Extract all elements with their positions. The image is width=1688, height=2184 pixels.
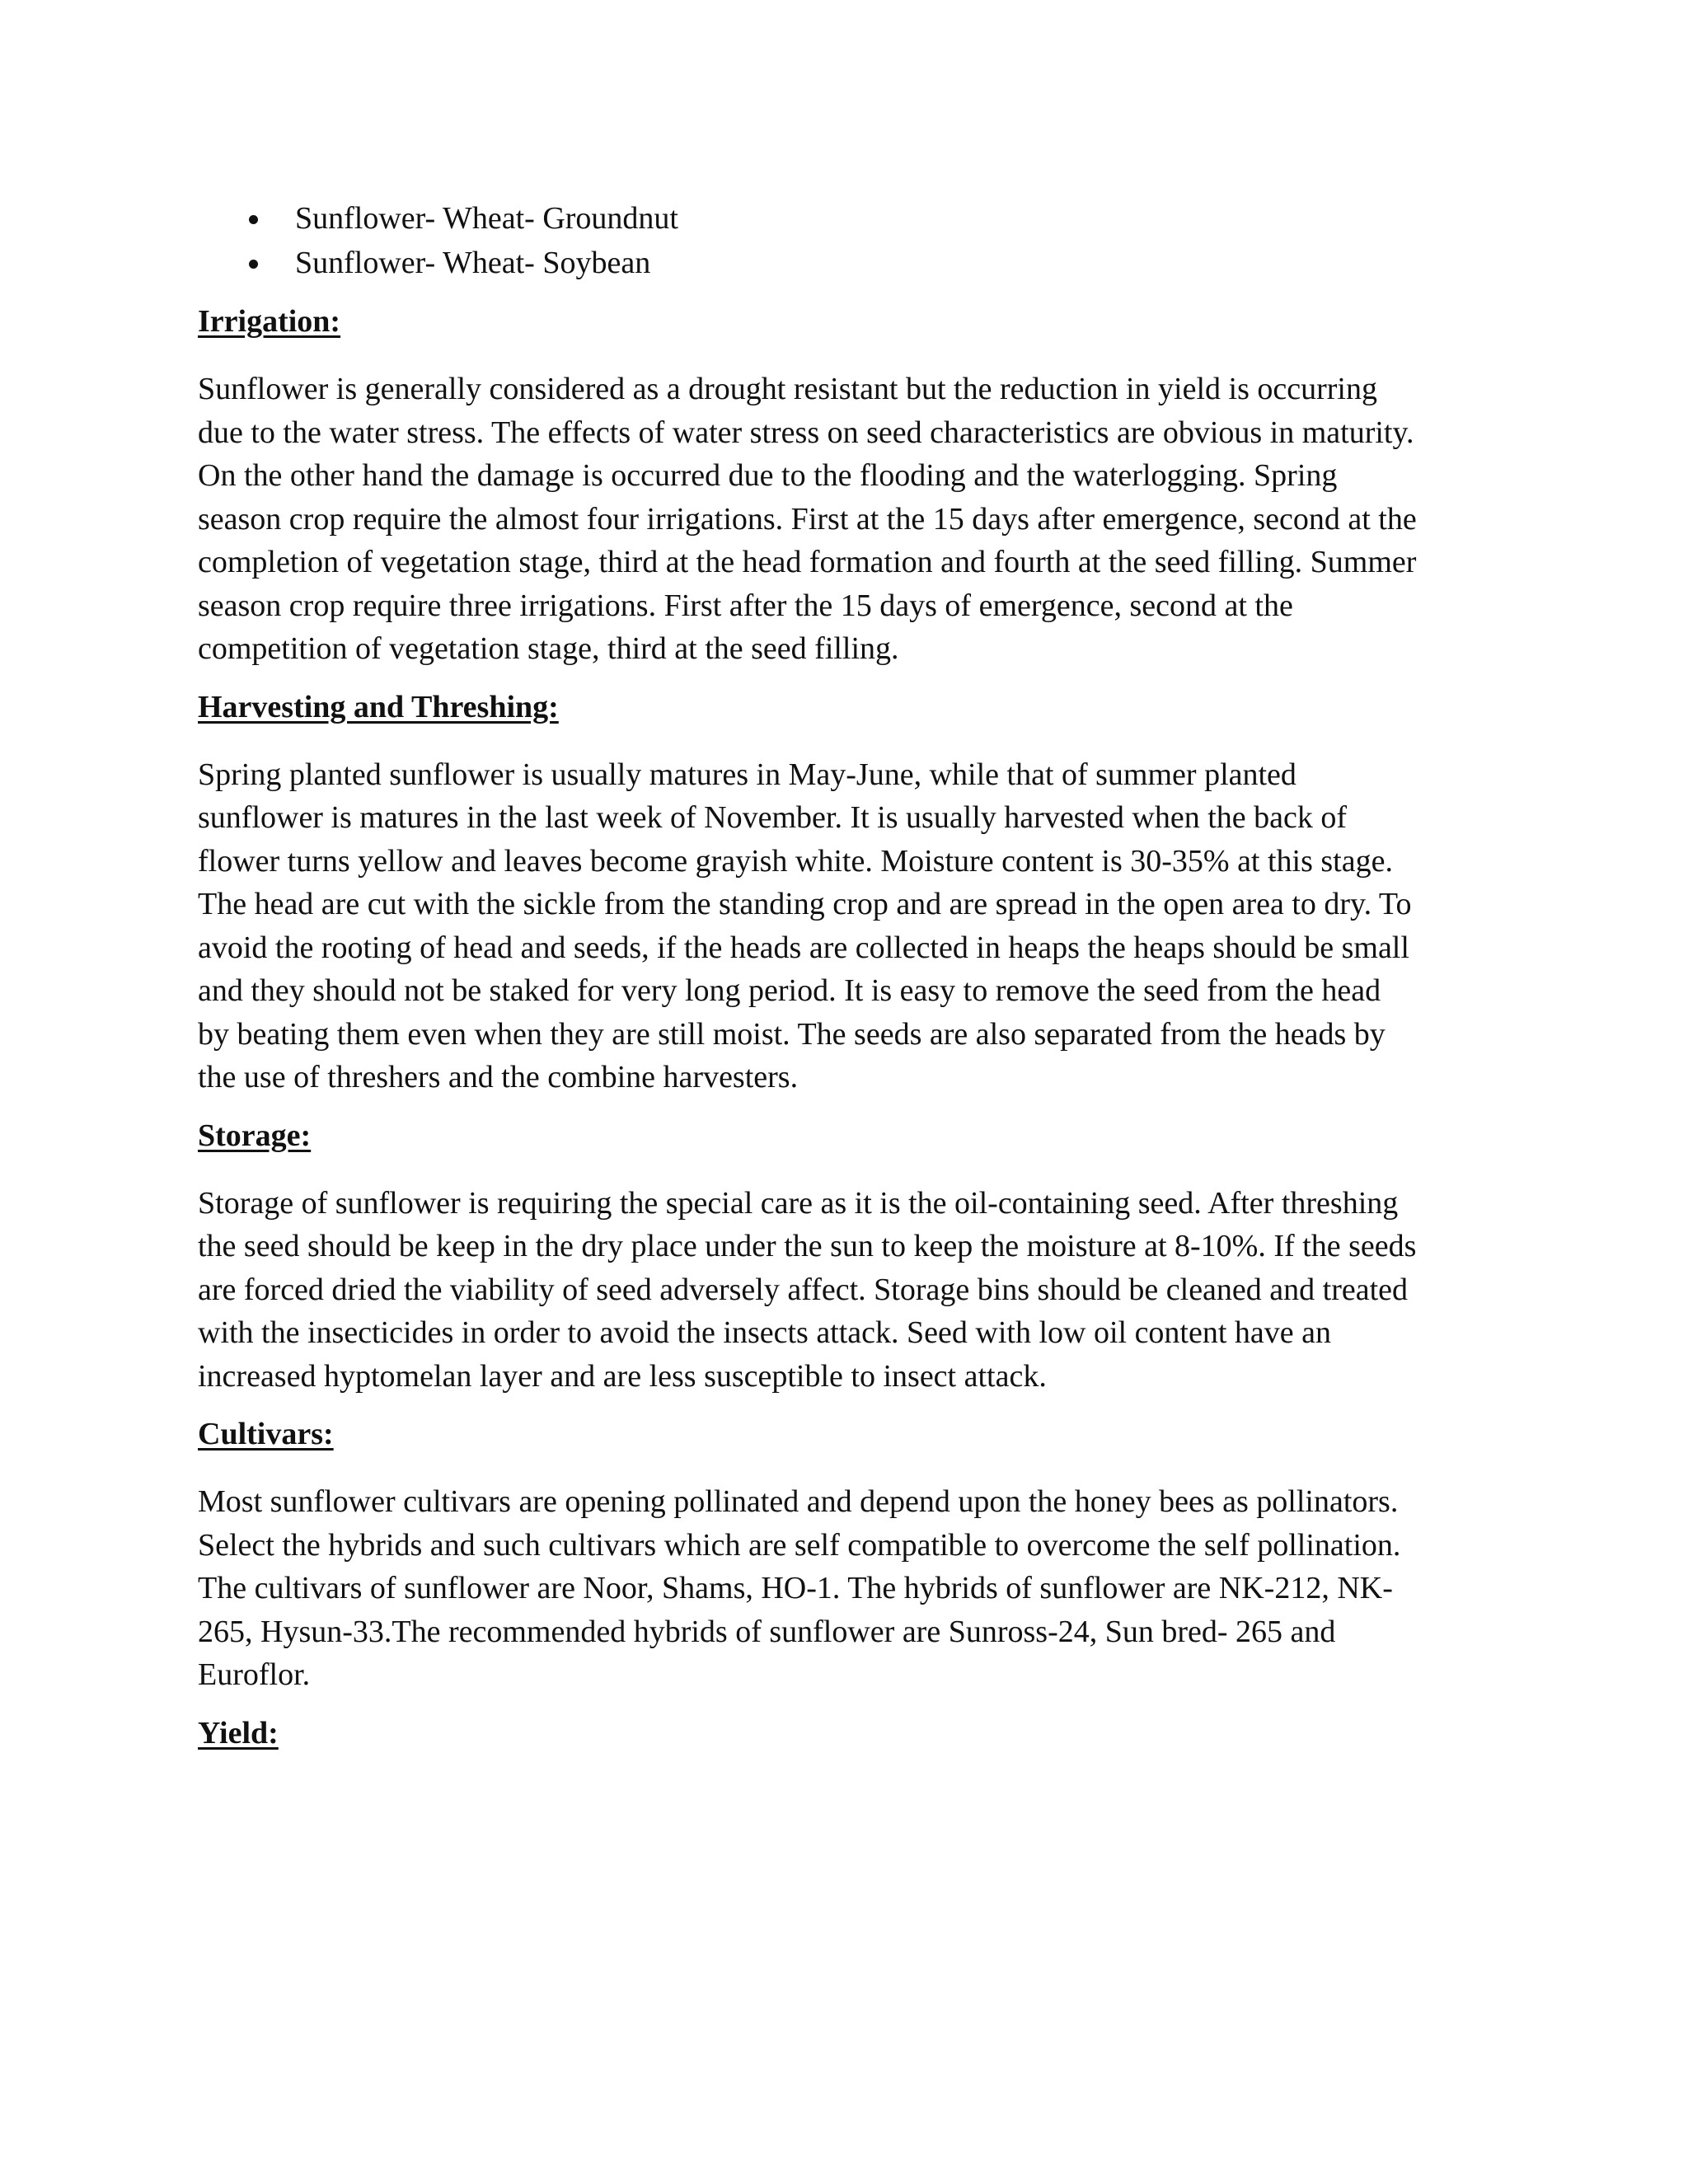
text-line: season crop require three irrigations. First after the 15 days of emergence, second at the: [198, 588, 1293, 623]
text-line: flower turns yellow and leaves become grayish white. Moisture content is 30-35% at this stage.: [198, 843, 1393, 879]
section-heading-harvesting: Harvesting and Threshing:: [198, 689, 559, 724]
text-line: Storage of sunflower is requiring the special care as it is the oil-containing seed. After threshing: [198, 1185, 1399, 1221]
paragraph-storage: [198, 1182, 1500, 1399]
section-heading-cultivars: Cultivars:: [198, 1417, 334, 1451]
text-line: avoid the rooting of head and seeds, if the heads are collected in heaps the heaps should be small: [198, 930, 1409, 965]
bullet-icon: [249, 215, 258, 224]
paragraph-irrigation: [198, 368, 1500, 671]
text-line: 265, Hysun-33.The recommended hybrids of sunflower are Sunross-24, Sun bred- 265 and: [198, 1614, 1336, 1649]
text-line: Most sunflower cultivars are opening pollinated and depend upon the honey bees as pollinators.: [198, 1484, 1399, 1519]
text-line: and they should not be staked for very long period. It is easy to remove the seed from the head: [198, 973, 1381, 1008]
text-line: with the insecticides in order to avoid the insects attack. Seed with low oil content have an: [198, 1315, 1332, 1350]
text-line: Euroflor.: [198, 1657, 311, 1692]
text-line: are forced dried the viability of seed adversely affect. Storage bins should be cleaned and treated: [198, 1272, 1409, 1307]
bullet-icon: [249, 260, 258, 269]
text-line: season crop require the almost four irrigations. First at the 15 days after emergence, second at the: [198, 501, 1417, 537]
text-line: the use of threshers and the combine harvesters.: [198, 1060, 799, 1094]
text-line: Select the hybrids and such cultivars which are self compatible to overcome the self pollination.: [198, 1527, 1401, 1563]
text-line: sunflower is matures in the last week of November. It is usually harvested when the back of: [198, 800, 1348, 835]
text-line: by beating them even when they are still moist. The seeds are also separated from the heads by: [198, 1016, 1386, 1052]
text-line: completion of vegetation stage, third at the head formation and fourth at the seed filling. Summer: [198, 545, 1417, 579]
section-heading-irrigation: Irrigation:: [198, 304, 341, 339]
text-line: Spring planted sunflower is usually matures in May-June, while that of summer planted: [198, 757, 1296, 792]
section-heading-yield: Yield:: [198, 1715, 279, 1750]
paragraph-cultivars: [198, 1480, 1500, 1697]
list-item: [198, 241, 1500, 285]
list-item-text: Sunflower- Wheat- Groundnut: [295, 201, 678, 236]
text-line: increased hyptomelan layer and are less susceptible to insect attack.: [198, 1358, 1047, 1394]
list-item-text: Sunflower- Wheat- Soybean: [295, 246, 651, 280]
text-line: Sunflower is generally considered as a drought resistant but the reduction in yield is occurring: [198, 372, 1377, 406]
text-line: the seed should be keep in the dry place under the sun to keep the moisture at 8-10%. If the seeds: [198, 1229, 1417, 1263]
document-body: [198, 196, 1500, 1779]
section-heading-storage: Storage:: [198, 1118, 312, 1153]
text-line: The cultivars of sunflower are Noor, Shams, HO-1. The hybrids of sunflower are NK-212, NK-: [198, 1571, 1393, 1605]
crop-rotation-list: [198, 196, 1500, 285]
paragraph-harvesting: [198, 753, 1500, 1099]
text-line: On the other hand the damage is occurred due to the flooding and the waterlogging. Spring: [198, 458, 1338, 493]
text-line: due to the water stress. The effects of water stress on seed characteristics are obvious in maturity.: [198, 415, 1414, 450]
text-line: competition of vegetation stage, third at the seed filling.: [198, 631, 899, 666]
list-item: [198, 196, 1500, 241]
text-line: The head are cut with the sickle from the standing crop and are spread in the open area to dry. To: [198, 887, 1412, 921]
